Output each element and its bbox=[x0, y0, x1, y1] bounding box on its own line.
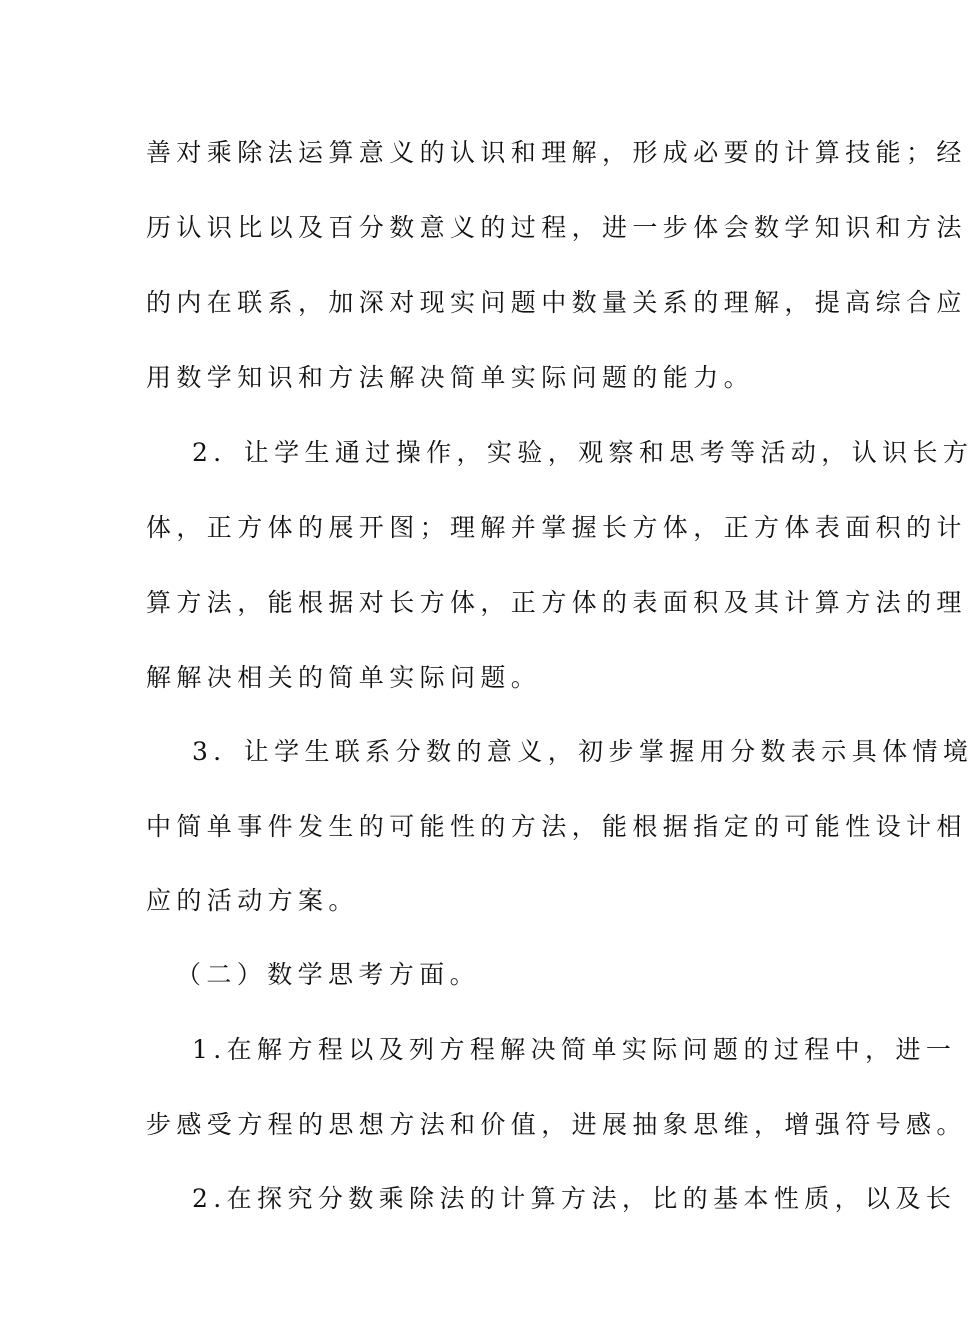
paragraph-line-numbered: 1.在解方程以及列方程解决简单实际问题的过程中，进一 bbox=[192, 1035, 957, 1064]
paragraph-line: 中简单事件发生的可能性的方法，能根据指定的可能性设计相 bbox=[146, 812, 967, 841]
paragraph-line-numbered: 3．让学生联系分数的意义，初步掌握用分数表示具体情境 bbox=[192, 737, 973, 766]
paragraph-line-numbered: 2．让学生通过操作，实验，观察和思考等活动，认识长方 bbox=[192, 438, 973, 467]
paragraph-line: 历认识比以及百分数意义的过程，进一步体会数学知识和方法 bbox=[146, 213, 967, 242]
paragraph-line: 解解决相关的简单实际问题。 bbox=[146, 663, 542, 692]
paragraph-line: 用数学知识和方法解决简单实际问题的能力。 bbox=[146, 363, 755, 392]
paragraph-line: 善对乘除法运算意义的认识和理解，形成必要的计算技能；经 bbox=[146, 138, 967, 167]
paragraph-line: 体，正方体的展开图；理解并掌握长方体，正方体表面积的计 bbox=[146, 513, 967, 542]
paragraph-line: 算方法，能根据对长方体，正方体的表面积及其计算方法的理 bbox=[146, 588, 967, 617]
paragraph-line: 步感受方程的思想方法和价值，进展抽象思维，增强符号感。 bbox=[146, 1110, 967, 1139]
paragraph-line: 的内在联系，加深对现实问题中数量关系的理解，提高综合应 bbox=[146, 288, 967, 317]
section-heading: （二）数学思考方面。 bbox=[176, 960, 481, 989]
paragraph-line: 应的活动方案。 bbox=[146, 886, 359, 915]
paragraph-line-numbered: 2.在探究分数乘除法的计算方法，比的基本性质，以及长 bbox=[192, 1184, 957, 1213]
